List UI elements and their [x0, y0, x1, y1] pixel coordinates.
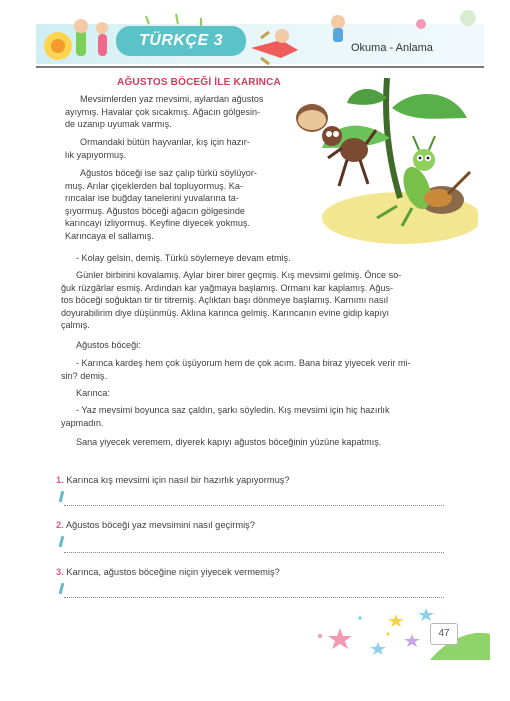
question-text: Ağustos böceği yaz mevsimini nasıl geçirmiş?: [65, 520, 255, 530]
story-line: Günler birbirini kovalamış. Aylar birer birer geçmiş. Kış mevsimi gelmiş. Önce so-: [76, 270, 402, 280]
story-line: çalmış.: [61, 320, 90, 331]
story-line: lık yapıyormuş.: [65, 149, 127, 160]
pencil-icon: [59, 583, 65, 594]
pencil-icon: [59, 491, 65, 502]
story-line: Ormandaki bütün hayvanlar, kış için hazır-: [80, 137, 250, 147]
story-line: doyurabilirim diye düşünmüş. Aklına karınca gelmiş. Karıncanın evine gidip kapıyı: [61, 307, 390, 318]
question-number: 2.: [56, 520, 64, 530]
question-number: 1.: [56, 475, 64, 485]
story-line: - Yaz mevsimi boyunca saz çaldın, şarkı söyledin. Kış mevsimi için hiç hazırlık: [76, 405, 390, 415]
story-paragraph: [76, 387, 466, 400]
story-paragraph: [65, 136, 310, 161]
story-paragraph: [65, 167, 310, 243]
header-decoration-icon: [36, 8, 484, 68]
story-line: de uzanıp uyumak varmış.: [65, 119, 172, 130]
page-number: 47: [430, 623, 458, 645]
story-paragraph: [76, 252, 466, 265]
story-line: Ağustos böceği:: [76, 340, 141, 350]
pencil-icon: [59, 536, 65, 547]
story-paragraph: [76, 339, 466, 352]
story-line: yapmadın.: [61, 417, 104, 428]
section-label: Okuma - Anlama: [351, 42, 433, 54]
story-paragraph: [76, 436, 474, 449]
story-line: karıncayı izliyormuş. Keyfine diyecek yokmuş.: [65, 218, 250, 229]
story-line: ğuk rüzgârlar esmiş. Ardından kar yağmaya başlamış. Ormanı kar kaplamış. Ağus-: [61, 282, 394, 293]
story-line: Karınca:: [76, 388, 110, 398]
story-paragraph: [61, 357, 474, 382]
story-line: tos böceği soğuktan tir tir titremiş. Açlıktan başı dönmeye başlamış. Karnımı nasıl: [61, 295, 389, 306]
question: [56, 475, 290, 485]
story-line: - Kolay gelsin, demiş. Türkü söylemeye devam etmiş.: [76, 253, 291, 263]
story-line: Ağustos böceği ise saz çalıp türkü söylüyor-: [80, 168, 257, 178]
story-line: Karıncaya el sallamış.: [65, 230, 154, 241]
story-title: AĞUSTOS BÖCEĞİ İLE KARINCA: [117, 77, 281, 88]
story-paragraph: [65, 93, 310, 131]
answer-line[interactable]: [64, 597, 444, 598]
header-divider: [36, 66, 484, 68]
ant-and-grasshopper-illustration: [292, 78, 478, 246]
question: [56, 520, 255, 530]
story-line: - Karınca kardeş hem çok üşüyorum hem de çok acım. Bana biraz yiyecek verir mi-: [76, 358, 411, 368]
story-line: muş. Arılar çiçeklerden bal topluyormuş. Ka-: [65, 180, 243, 191]
story-line: şıyormuş. Ağustos böceği ağacın gölgesinde: [65, 205, 245, 216]
question-text: Karınca kış mevsimi için nasıl bir hazırlık yapıyormuş?: [66, 475, 290, 485]
question-text: Karınca, ağustos böceğine niçin yiyecek vermemiş?: [66, 567, 280, 577]
book-title-badge: TÜRKÇE 3: [116, 26, 246, 56]
story-line: sin? demiş.: [61, 370, 107, 381]
story-line: Sana yiyecek veremem, diyerek kapıyı ağustos böceğinin yüzüne kapatmış.: [76, 437, 382, 447]
question-number: 3.: [56, 567, 64, 577]
page-header: [36, 8, 484, 74]
story-paragraph: [61, 404, 474, 429]
stars-decoration-icon: [300, 600, 490, 660]
story-line: rıncalar ise buğday tanelerini yuvalarına ta-: [65, 193, 239, 204]
question: [56, 567, 280, 577]
story-line: Mevsimlerden yaz mevsimi, aylardan ağustos: [80, 94, 264, 104]
story-paragraph: [61, 269, 474, 332]
answer-line[interactable]: [64, 552, 444, 553]
story-line: ayıymış. Havalar çok sıcakmış. Ağacın gölgesin-: [65, 106, 261, 117]
answer-line[interactable]: [64, 505, 444, 506]
